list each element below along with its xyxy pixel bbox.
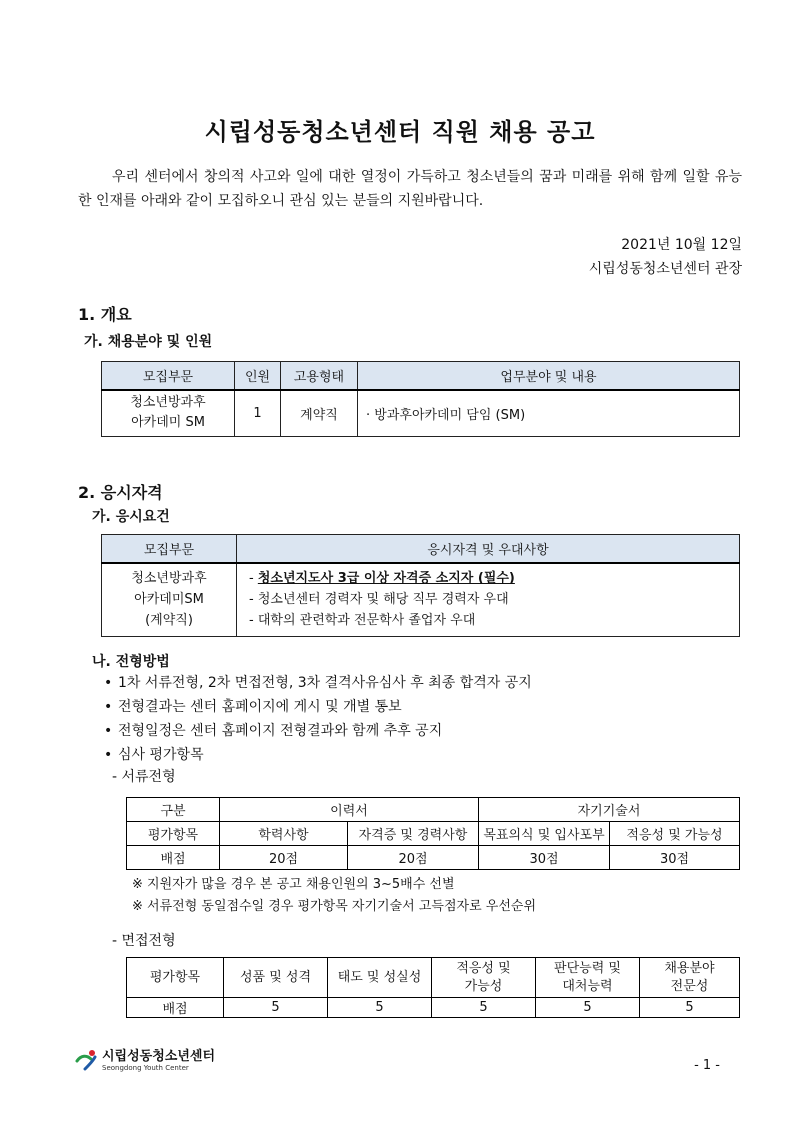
int-cell: 채용분야 전문성 [640,958,740,998]
doc-th-category: 구분 [127,798,220,822]
int-cell: 적응성 및 가능성 [432,958,536,998]
section1-sub-a: 가. 채용분야 및 인원 [84,334,213,350]
int-cell: 배점 [127,998,224,1018]
issuer: 시립성동청소년센터 관장 [588,261,742,277]
doc-cell: 20점 [220,846,348,870]
note-item: ※ 지원자가 많을 경우 본 공고 채용인원의 3~5배수 선별 [132,877,455,892]
q-dept-line2: 아카데미SM [134,592,204,608]
th-count: 인원 [235,362,281,390]
section2-heading: 2. 응시자격 [78,483,163,502]
q-dept-line3: (계약직) [145,613,193,629]
doc-cell: 적응성 및 가능성 [610,822,740,846]
recruit-table [101,361,740,437]
int-cell: 5 [536,998,640,1018]
doc-cell: 30점 [479,846,610,870]
int-cell: 5 [640,998,740,1018]
int-cell: 태도 및 성실성 [328,958,432,998]
method-item: • 전형일정은 센터 홈페이지 전형결과와 함께 추후 공지 [102,719,742,743]
logo-kr: 시립성동청소년센터 [102,1049,216,1064]
int-cell: 성품 및 성격 [224,958,328,998]
int-cell: 판단능력 및 대처능력 [536,958,640,998]
doc-cell: 목표의식 및 입사포부 [479,822,610,846]
dept-line1: 청소년방과후 [130,395,206,411]
th-q-dept: 모집부문 [102,535,237,563]
int-cell: 5 [432,998,536,1018]
cell-type: 계약직 [281,390,358,437]
int-cell: 5 [328,998,432,1018]
cell-count: 1 [235,390,281,437]
req-pref-2: - 대학의 관련학과 전문학사 졸업자 우대 [249,613,476,629]
int-cell: 5 [224,998,328,1018]
section2-sub-b: 나. 전형방법 [92,654,170,670]
req-required: - 청소년지도사 3급 이상 자격증 소지자 (필수) [249,571,515,587]
doc-th-statement: 자기기술서 [479,798,740,822]
doc-screen-table [126,797,740,870]
announce-date: 2021년 10월 12일 [621,237,742,253]
th-dept: 모집부문 [102,362,235,390]
page-number: - 1 - [694,1058,720,1073]
doc-screen-label: - 서류전형 [112,769,176,785]
q-dept-line1: 청소년방과후 [131,571,207,587]
section1-heading: 1. 개요 [78,305,132,324]
cell-dept [102,390,235,437]
dept-line2: 아카데미 SM [131,415,205,431]
method-item: • 전형결과는 센터 홈페이지에 게시 및 개별 통보 [102,695,742,719]
doc-cell: 학력사항 [220,822,348,846]
doc-cell: 20점 [348,846,479,870]
note-item: ※ 서류전형 동일점수일 경우 평가항목 자기기술서 고득점자로 우선순위 [132,899,537,914]
cell-q-dept [102,563,237,637]
cell-duty: · 방과후아카데미 담임 (SM) [358,390,740,437]
th-type: 고용형태 [281,362,358,390]
intro-text: 우리 센터에서 창의적 사고와 일에 대한 열정이 가득하고 청소년들의 꿈과 미래를 위해 함께 일할 유능한 인재를 아래와 같이 모집하오니 관심 있는 분들의 지원바랍니다. [78,169,742,209]
intro-paragraph [78,165,742,213]
th-q-req: 응시자격 및 우대사항 [237,535,740,563]
interview-table [126,957,740,1018]
method-item: • 1차 서류전형, 2차 면접전형, 3차 결격사유심사 후 최종 합격자 공지 [102,671,742,695]
center-logo-icon [75,1049,99,1071]
qualification-table [101,534,740,637]
doc-cell: 자격증 및 경력사항 [348,822,479,846]
doc-cell: 배점 [127,846,220,870]
section2-sub-a: 가. 응시요건 [92,509,170,525]
doc-cell: 30점 [610,846,740,870]
method-item: • 심사 평가항목 [102,743,742,767]
method-list [102,671,742,767]
footer-logo-text [102,1049,215,1073]
th-duty: 업무분야 및 내용 [358,362,740,390]
int-cell: 평가항목 [127,958,224,998]
doc-th-resume: 이력서 [220,798,479,822]
date-block [589,233,742,281]
req-pref-1: - 청소년센터 경력자 및 해당 직무 경력자 우대 [249,592,509,608]
interview-label: - 면접전형 [112,933,176,949]
cell-q-req [237,563,740,637]
page-title: 시립성동청소년센터 직원 채용 공고 [204,118,596,146]
doc-cell: 평가항목 [127,822,220,846]
logo-en: Seongdong Youth Center [102,1064,189,1072]
notes [132,874,536,918]
